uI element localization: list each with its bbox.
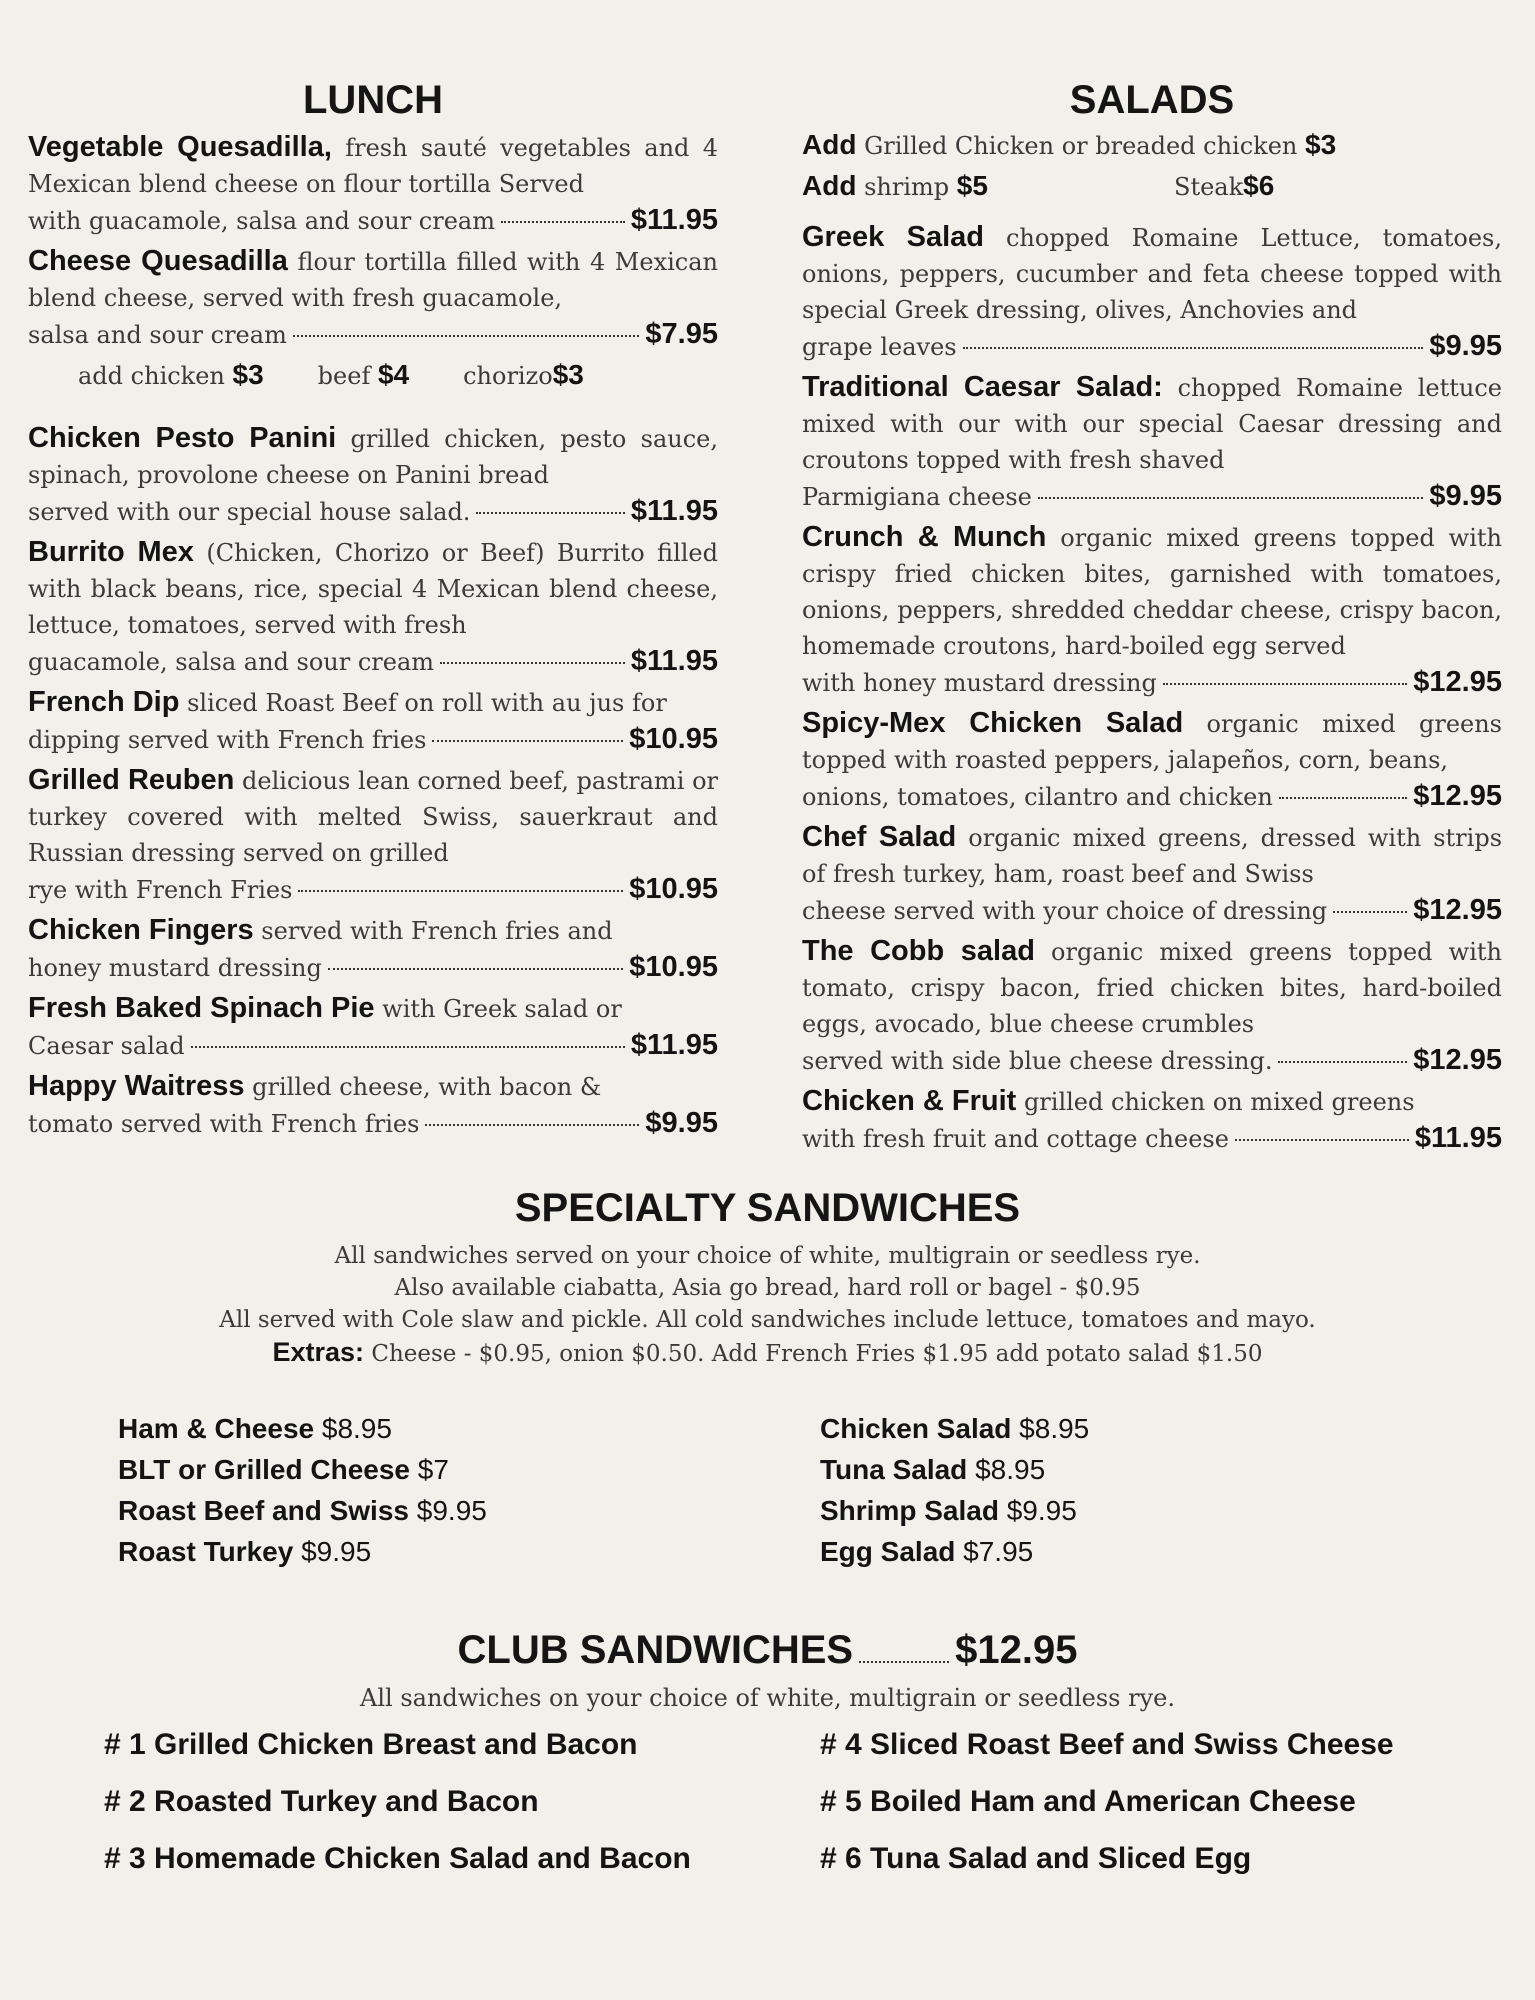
menu-item-body <box>28 129 718 202</box>
menu-item <box>28 243 718 353</box>
menu-item <box>802 1083 1502 1157</box>
menu-item-description: (Chicken, Chorizo or Beef) Burrito filled with black beans, rice, special 4 Mexican blend cheese, lettuce, tomatoes, served with fresh <box>28 539 718 639</box>
menu-item-name: Chicken & Fruit <box>802 1085 1017 1117</box>
specialty-list-right <box>820 1408 1089 1572</box>
menu-item-description: delicious lean corned beef, pastrami or turkey covered with melted Swiss, sauerkraut and Russian dressing served on grilled <box>28 767 718 867</box>
sandwich-item <box>118 1408 487 1449</box>
menu-item-description-end: with guacamole, salsa and sour cream <box>28 207 495 235</box>
menu-item-name: Cheese Quesadilla <box>28 245 288 277</box>
menu-item-description-end: with honey mustard dressing <box>802 669 1157 697</box>
club-price: $12.95 <box>955 1628 1078 1672</box>
salads-title: SALADS <box>1069 78 1235 122</box>
menu-item-price: $11.95 <box>630 1029 718 1061</box>
menu-item-description: organic mixed greens, dressed with strips of fresh turkey, ham, roast beef and Swiss <box>802 824 1503 888</box>
menu-item-description: served with French fries and <box>253 917 613 945</box>
menu-item-body <box>802 369 1502 478</box>
specialty-note: All served with Cole slaw and pickle. All cold sandwiches include lettuce, tomatoes and mayo. <box>219 1307 1316 1333</box>
club-list-left <box>104 1716 691 1887</box>
menu-item <box>28 762 718 908</box>
menu-item-description: chopped Romaine lettuce mixed with our with our special Caesar dressing and croutons topped with fresh shaved <box>802 374 1503 474</box>
salad-addon-price: $3 <box>1305 129 1337 160</box>
menu-item-description-end: served with our special house salad. <box>28 498 471 526</box>
menu-item-name: Burrito Mex <box>28 536 194 568</box>
leader-dots <box>293 335 640 337</box>
menu-item-price: $10.95 <box>629 873 718 905</box>
addon-label: add chicken <box>78 362 233 390</box>
menu-item-description-end: grape leaves <box>802 333 957 361</box>
sandwich-price: $9.95 <box>408 1495 487 1526</box>
menu-item-description: flour tortilla filled with 4 Mexican blend cheese, served with fresh guacamole, <box>28 248 718 312</box>
menu-item-name: Vegetable Quesadilla, <box>28 131 332 163</box>
menu-item-price-line <box>802 478 1502 515</box>
menu-item-price: $9.95 <box>1429 330 1502 362</box>
quesadilla-addons <box>78 357 718 394</box>
menu-item <box>28 1068 718 1142</box>
leader-dots <box>298 890 623 892</box>
sandwich-name: Ham & Cheese <box>118 1413 315 1444</box>
menu-item-name: Chicken Pesto Panini <box>28 422 337 454</box>
leader-dots <box>1278 1061 1407 1063</box>
sandwich-price: $8.95 <box>967 1454 1046 1485</box>
club-sandwich-item: # 5 Boiled Ham and American Cheese <box>820 1785 1356 1818</box>
sandwich-price: $7 <box>410 1454 449 1485</box>
sandwich-price: $9.95 <box>998 1495 1077 1526</box>
menu-item-body <box>28 420 718 493</box>
menu-item-description: organic mixed greens topped with crispy fried chicken bites, garnished with tomatoes, onions, peppers, shredded cheddar cheese, crispy bacon, homemade croutons, hard-boiled egg served <box>802 524 1502 660</box>
menu-item-price-line <box>28 316 718 353</box>
menu-item-description: organic mixed greens topped with roasted peppers, jalapeños, corn, beans, <box>802 710 1502 774</box>
addon-beef <box>317 359 410 390</box>
salad-addon-shrimp-steak <box>802 166 1502 207</box>
menu-item-price: $9.95 <box>1429 480 1502 512</box>
menu-item-description-end: dipping served with French fries <box>28 726 427 754</box>
menu-item-name: Grilled Reuben <box>28 764 235 796</box>
salad-addon-chicken <box>802 125 1502 166</box>
salad-addon-price: $5 <box>956 170 988 201</box>
leader-dots <box>1333 911 1407 913</box>
sandwich-name: Tuna Salad <box>820 1454 968 1485</box>
menu-item-body <box>802 219 1502 328</box>
menu-item-name: Chicken Fingers <box>28 914 254 946</box>
menu-item-name: Chef Salad <box>802 821 957 853</box>
menu-item-price: $11.95 <box>630 645 718 677</box>
sandwich-name: Shrimp Salad <box>820 1495 999 1526</box>
menu-item-description-end: guacamole, salsa and sour cream <box>28 648 435 676</box>
club-sandwich-item: # 1 Grilled Chicken Breast and Bacon <box>104 1728 638 1761</box>
menu-item-price-line <box>28 643 718 680</box>
salad-addon-text: Grilled Chicken or breaded chicken <box>856 132 1306 160</box>
menu-item-description: grilled cheese, with bacon & <box>244 1073 602 1101</box>
menu-item-description-end: Parmigiana cheese <box>802 483 1032 511</box>
menu-item-body <box>802 519 1502 664</box>
menu-item <box>28 420 718 530</box>
club-sandwich-item: # 2 Roasted Turkey and Bacon <box>104 1785 539 1818</box>
menu-item-description: chopped Romaine Lettuce, tomatoes, onions, peppers, cucumber and feta cheese topped with special Greek dressing, olives, Anchovies and <box>802 224 1503 324</box>
specialty-list-left <box>118 1408 487 1572</box>
club-sandwich-item: # 4 Sliced Roast Beef and Swiss Cheese <box>820 1728 1394 1761</box>
sandwich-item <box>118 1449 487 1490</box>
specialty-title: SPECIALTY SANDWICHES <box>514 1186 1021 1230</box>
specialty-note: Also available ciabatta, Asia go bread, hard roll or bagel - $0.95 <box>394 1275 1141 1301</box>
sandwich-item <box>118 1490 487 1531</box>
leader-dots <box>440 662 625 664</box>
menu-item-name: French Dip <box>28 686 180 718</box>
salads-section <box>802 78 1502 1161</box>
menu-item-name: Traditional Caesar Salad: <box>802 371 1163 403</box>
addon-chicken <box>78 359 264 390</box>
menu-item-price-line <box>802 1042 1502 1079</box>
menu-item-description: fresh sauté vegetables and 4 Mexican blend cheese on flour tortilla Served <box>28 134 718 198</box>
sandwich-name: Roast Beef and Swiss <box>118 1495 409 1526</box>
menu-item-description-end: honey mustard dressing <box>28 954 322 982</box>
salad-addon-label: Add <box>802 170 857 201</box>
menu-item-price-line <box>28 721 718 758</box>
menu-item-description-end: rye with French Fries <box>28 876 293 904</box>
specialty-extras <box>0 1336 1535 1370</box>
menu-item-description: with Greek salad or <box>374 995 622 1023</box>
menu-item-price-line <box>802 328 1502 365</box>
menu-item-body <box>802 933 1502 1042</box>
menu-item-price-line <box>28 949 718 986</box>
sandwich-item <box>820 1531 1089 1572</box>
menu-item-description-end: onions, tomatoes, cilantro and chicken <box>802 783 1273 811</box>
addon-label: chorizo <box>463 362 553 390</box>
menu-item <box>802 219 1502 365</box>
sandwich-price: $8.95 <box>1011 1413 1090 1444</box>
addon-label: beef <box>317 362 378 390</box>
salad-addon-steak <box>1174 166 1274 207</box>
menu-item-name: Fresh Baked Spinach Pie <box>28 992 375 1024</box>
extras-text: Cheese - $0.95, onion $0.50. Add French Fries $1.95 add potato salad $1.50 <box>364 1341 1263 1367</box>
menu-item-price: $12.95 <box>1413 1044 1502 1076</box>
menu-item-name: Spicy-Mex Chicken Salad <box>802 707 1184 739</box>
menu-item-body <box>28 1068 718 1105</box>
menu-item-body <box>28 990 718 1027</box>
menu-item-name: The Cobb salad <box>802 935 1035 967</box>
sandwich-item <box>820 1449 1089 1490</box>
menu-item <box>28 534 718 680</box>
leader-dots <box>328 968 623 970</box>
specialty-notes <box>0 1240 1535 1370</box>
menu-item-description-end: cheese served with your choice of dressing <box>802 897 1328 925</box>
leader-dots <box>432 740 623 742</box>
menu-item-price-line <box>28 493 718 530</box>
club-note: All sandwiches on your choice of white, multigrain or seedless rye. <box>360 1684 1175 1712</box>
steak-price: $6 <box>1243 170 1275 201</box>
club-list-right <box>820 1716 1394 1887</box>
lunch-section <box>28 78 718 1146</box>
extras-label: Extras: <box>272 1337 365 1367</box>
sandwich-price: $8.95 <box>314 1413 392 1444</box>
leader-dots <box>425 1124 639 1126</box>
menu-item-name: Greek Salad <box>802 221 984 253</box>
lunch-title: LUNCH <box>303 78 443 122</box>
menu-item <box>28 129 718 239</box>
menu-item-description-end: Caesar salad <box>28 1032 185 1060</box>
addon-price: $4 <box>377 359 410 390</box>
menu-item-price: $10.95 <box>629 951 718 983</box>
menu-item-price: $11.95 <box>630 495 718 527</box>
menu-item-body <box>802 819 1502 892</box>
menu-item-description: grilled chicken, pesto sauce, spinach, provolone cheese on Panini bread <box>28 425 718 489</box>
menu-item-price-line <box>28 1105 718 1142</box>
salad-addons <box>802 125 1502 207</box>
menu-item-price: $11.95 <box>1414 1122 1502 1154</box>
menu-item <box>28 684 718 758</box>
addon-chorizo <box>463 359 584 390</box>
menu-item-price-line <box>28 871 718 908</box>
menu-item-description: grilled chicken on mixed greens <box>1016 1088 1415 1116</box>
sandwich-name: Roast Turkey <box>118 1536 294 1567</box>
menu-item-name: Happy Waitress <box>28 1070 245 1102</box>
menu-item <box>802 705 1502 815</box>
menu-item-price-line <box>28 202 718 239</box>
leader-dots <box>476 512 624 514</box>
menu-item <box>802 519 1502 701</box>
menu-item <box>802 933 1502 1079</box>
sandwich-item <box>820 1408 1089 1449</box>
sandwich-price: $9.95 <box>293 1536 372 1567</box>
steak-label: Steak <box>1174 173 1244 201</box>
club-sandwich-item: # 3 Homemade Chicken Salad and Bacon <box>104 1842 691 1875</box>
addon-price: $3 <box>552 359 584 390</box>
club-header <box>0 1628 1535 1673</box>
menu-item-price: $12.95 <box>1413 666 1502 698</box>
sandwich-item <box>820 1490 1089 1531</box>
leader-dots <box>1279 797 1407 799</box>
menu-item-body <box>802 1083 1502 1120</box>
menu-item-body <box>28 912 718 949</box>
leader-dots <box>859 1661 949 1663</box>
menu-item-description-end: served with side blue cheese dressing. <box>802 1047 1273 1075</box>
sandwich-name: BLT or Grilled Cheese <box>118 1454 410 1485</box>
leader-dots <box>1163 683 1407 685</box>
menu-item-price: $12.95 <box>1413 780 1502 812</box>
menu-item-description-end: salsa and sour cream <box>28 321 287 349</box>
lunch-items <box>28 129 718 1142</box>
menu-item-description: organic mixed greens topped with tomato, crispy bacon, fried chicken bites, hard-boiled eggs, avocado, blue cheese crumbles <box>802 938 1502 1038</box>
menu-item-body <box>28 684 718 721</box>
menu-item <box>28 912 718 986</box>
menu-item-price: $12.95 <box>1413 894 1502 926</box>
menu-item-price-line <box>802 892 1502 929</box>
addon-price: $3 <box>232 359 264 390</box>
leader-dots <box>191 1046 625 1048</box>
menu-item-description: sliced Roast Beef on roll with au jus for <box>179 689 667 717</box>
menu-item <box>802 369 1502 515</box>
menu-item-price-line <box>802 778 1502 815</box>
leader-dots <box>501 221 625 223</box>
menu-item-price: $7.95 <box>645 318 718 350</box>
menu-item-description-end: tomato served with French fries <box>28 1110 420 1138</box>
menu-item-name: Crunch & Munch <box>802 521 1047 553</box>
leader-dots <box>1038 497 1424 499</box>
menu-item-price: $11.95 <box>630 204 718 236</box>
specialty-note: All sandwiches served on your choice of white, multigrain or seedless rye. <box>334 1243 1201 1269</box>
menu-item-price-line <box>802 664 1502 701</box>
sandwich-name: Chicken Salad <box>820 1413 1012 1444</box>
menu-item-body <box>28 243 718 316</box>
salad-addon-text: shrimp <box>856 173 957 201</box>
menu-item-price-line <box>28 1027 718 1064</box>
menu-item <box>802 819 1502 929</box>
menu-item-body <box>28 534 718 643</box>
club-title: CLUB SANDWICHES <box>457 1628 854 1672</box>
club-sandwich-item: # 6 Tuna Salad and Sliced Egg <box>820 1842 1252 1875</box>
leader-dots <box>963 347 1424 349</box>
sandwich-item <box>118 1531 487 1572</box>
menu-item-price: $9.95 <box>645 1107 718 1139</box>
menu-item-price: $10.95 <box>629 723 718 755</box>
menu-item-price-line <box>802 1120 1502 1157</box>
menu-item-body <box>28 762 718 871</box>
sandwich-price: $7.95 <box>955 1536 1034 1567</box>
sandwich-name: Egg Salad <box>820 1536 956 1567</box>
menu-item-description-end: with fresh fruit and cottage cheese <box>802 1125 1229 1153</box>
leader-dots <box>1235 1139 1409 1141</box>
salad-items <box>802 219 1502 1157</box>
salad-addon-label: Add <box>802 129 857 160</box>
menu-item <box>28 990 718 1064</box>
menu-item-body <box>802 705 1502 778</box>
